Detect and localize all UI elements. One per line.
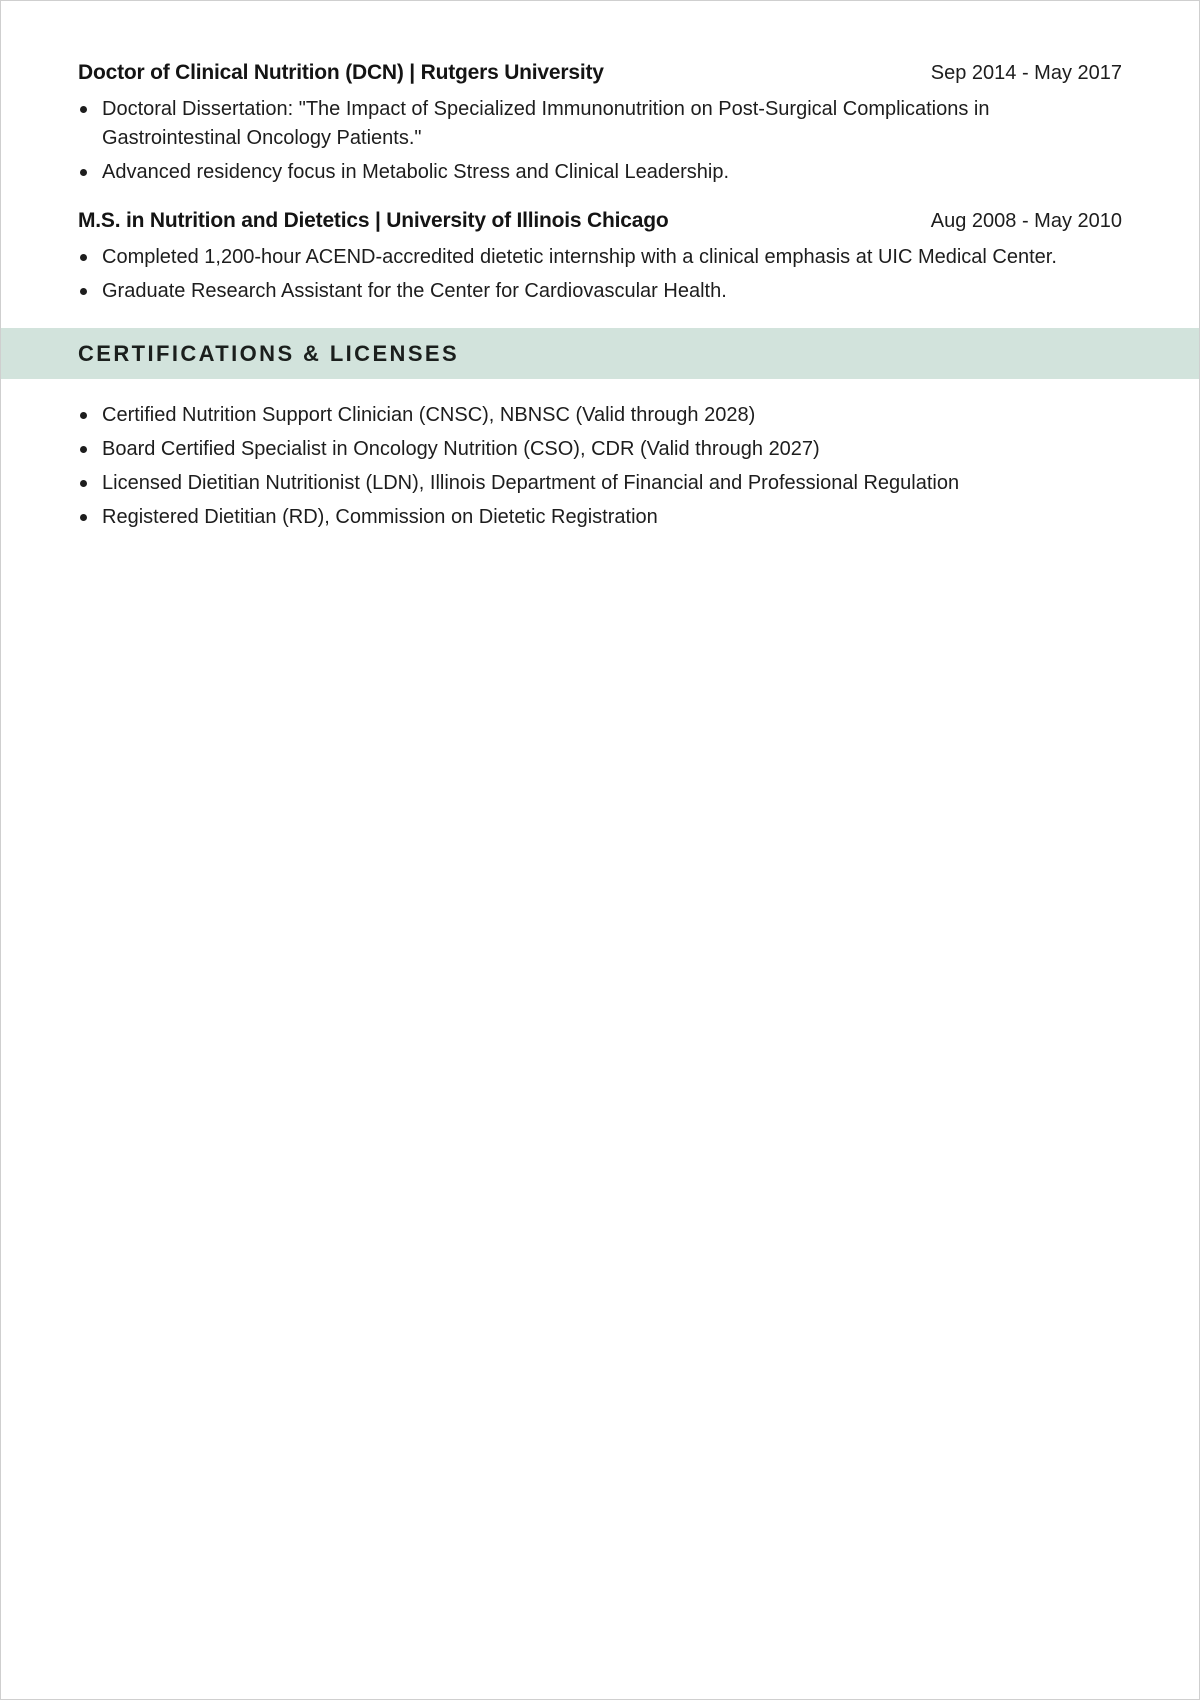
education-entry-dcn — [78, 61, 1122, 187]
certifications-heading-band — [1, 328, 1199, 379]
bullet-icon — [80, 514, 87, 521]
section-heading: CERTIFICATIONS & LICENSES — [78, 340, 460, 366]
degree-dates: Aug 2008 - May 2010 — [930, 210, 1122, 232]
degree-bullet-list — [78, 243, 1122, 306]
bullet-text: Completed 1,200-hour ACEND-accredited dietetic internship with a clinical emphasis at UIC Medical Center. — [102, 246, 1057, 268]
certifications-section — [1, 379, 1199, 532]
entry-header — [78, 61, 1122, 93]
bullet-icon — [80, 412, 87, 419]
list-item — [78, 503, 1122, 532]
bullet-icon — [80, 446, 87, 453]
list-item — [78, 469, 1122, 498]
list-item — [78, 277, 1122, 306]
education-section — [1, 1, 1199, 306]
bullet-text: Doctoral Dissertation: "The Impact of Specialized Immunonutrition on Post-Surgical Complications in Gastrointestinal Oncology Patients." — [102, 98, 990, 149]
bullet-text: Advanced residency focus in Metabolic Stress and Clinical Leadership. — [102, 161, 730, 183]
bullet-icon — [80, 169, 87, 176]
list-item — [78, 95, 1122, 153]
list-item — [78, 158, 1122, 187]
entry-header — [78, 209, 1122, 241]
education-entry-ms — [78, 209, 1122, 306]
list-item — [78, 401, 1122, 430]
degree-title: M.S. in Nutrition and Dietetics | University of Illinois Chicago — [78, 209, 669, 232]
certification-text: Certified Nutrition Support Clinician (CNSC), NBNSC (Valid through 2028) — [102, 404, 756, 426]
list-item — [78, 243, 1122, 272]
degree-bullet-list — [78, 95, 1122, 187]
bullet-icon — [80, 288, 87, 295]
bullet-icon — [80, 254, 87, 261]
certification-text: Board Certified Specialist in Oncology Nutrition (CSO), CDR (Valid through 2027) — [102, 438, 820, 460]
certification-text: Licensed Dietitian Nutritionist (LDN), Illinois Department of Financial and Professional Regulation — [102, 472, 960, 494]
list-item — [78, 435, 1122, 464]
bullet-text: Graduate Research Assistant for the Center for Cardiovascular Health. — [102, 280, 727, 302]
degree-dates: Sep 2014 - May 2017 — [930, 62, 1122, 84]
bullet-icon — [80, 106, 87, 113]
bullet-icon — [80, 480, 87, 487]
certification-text: Registered Dietitian (RD), Commission on Dietetic Registration — [102, 506, 658, 528]
degree-title: Doctor of Clinical Nutrition (DCN) | Rutgers University — [78, 61, 604, 84]
certifications-list — [78, 401, 1122, 532]
